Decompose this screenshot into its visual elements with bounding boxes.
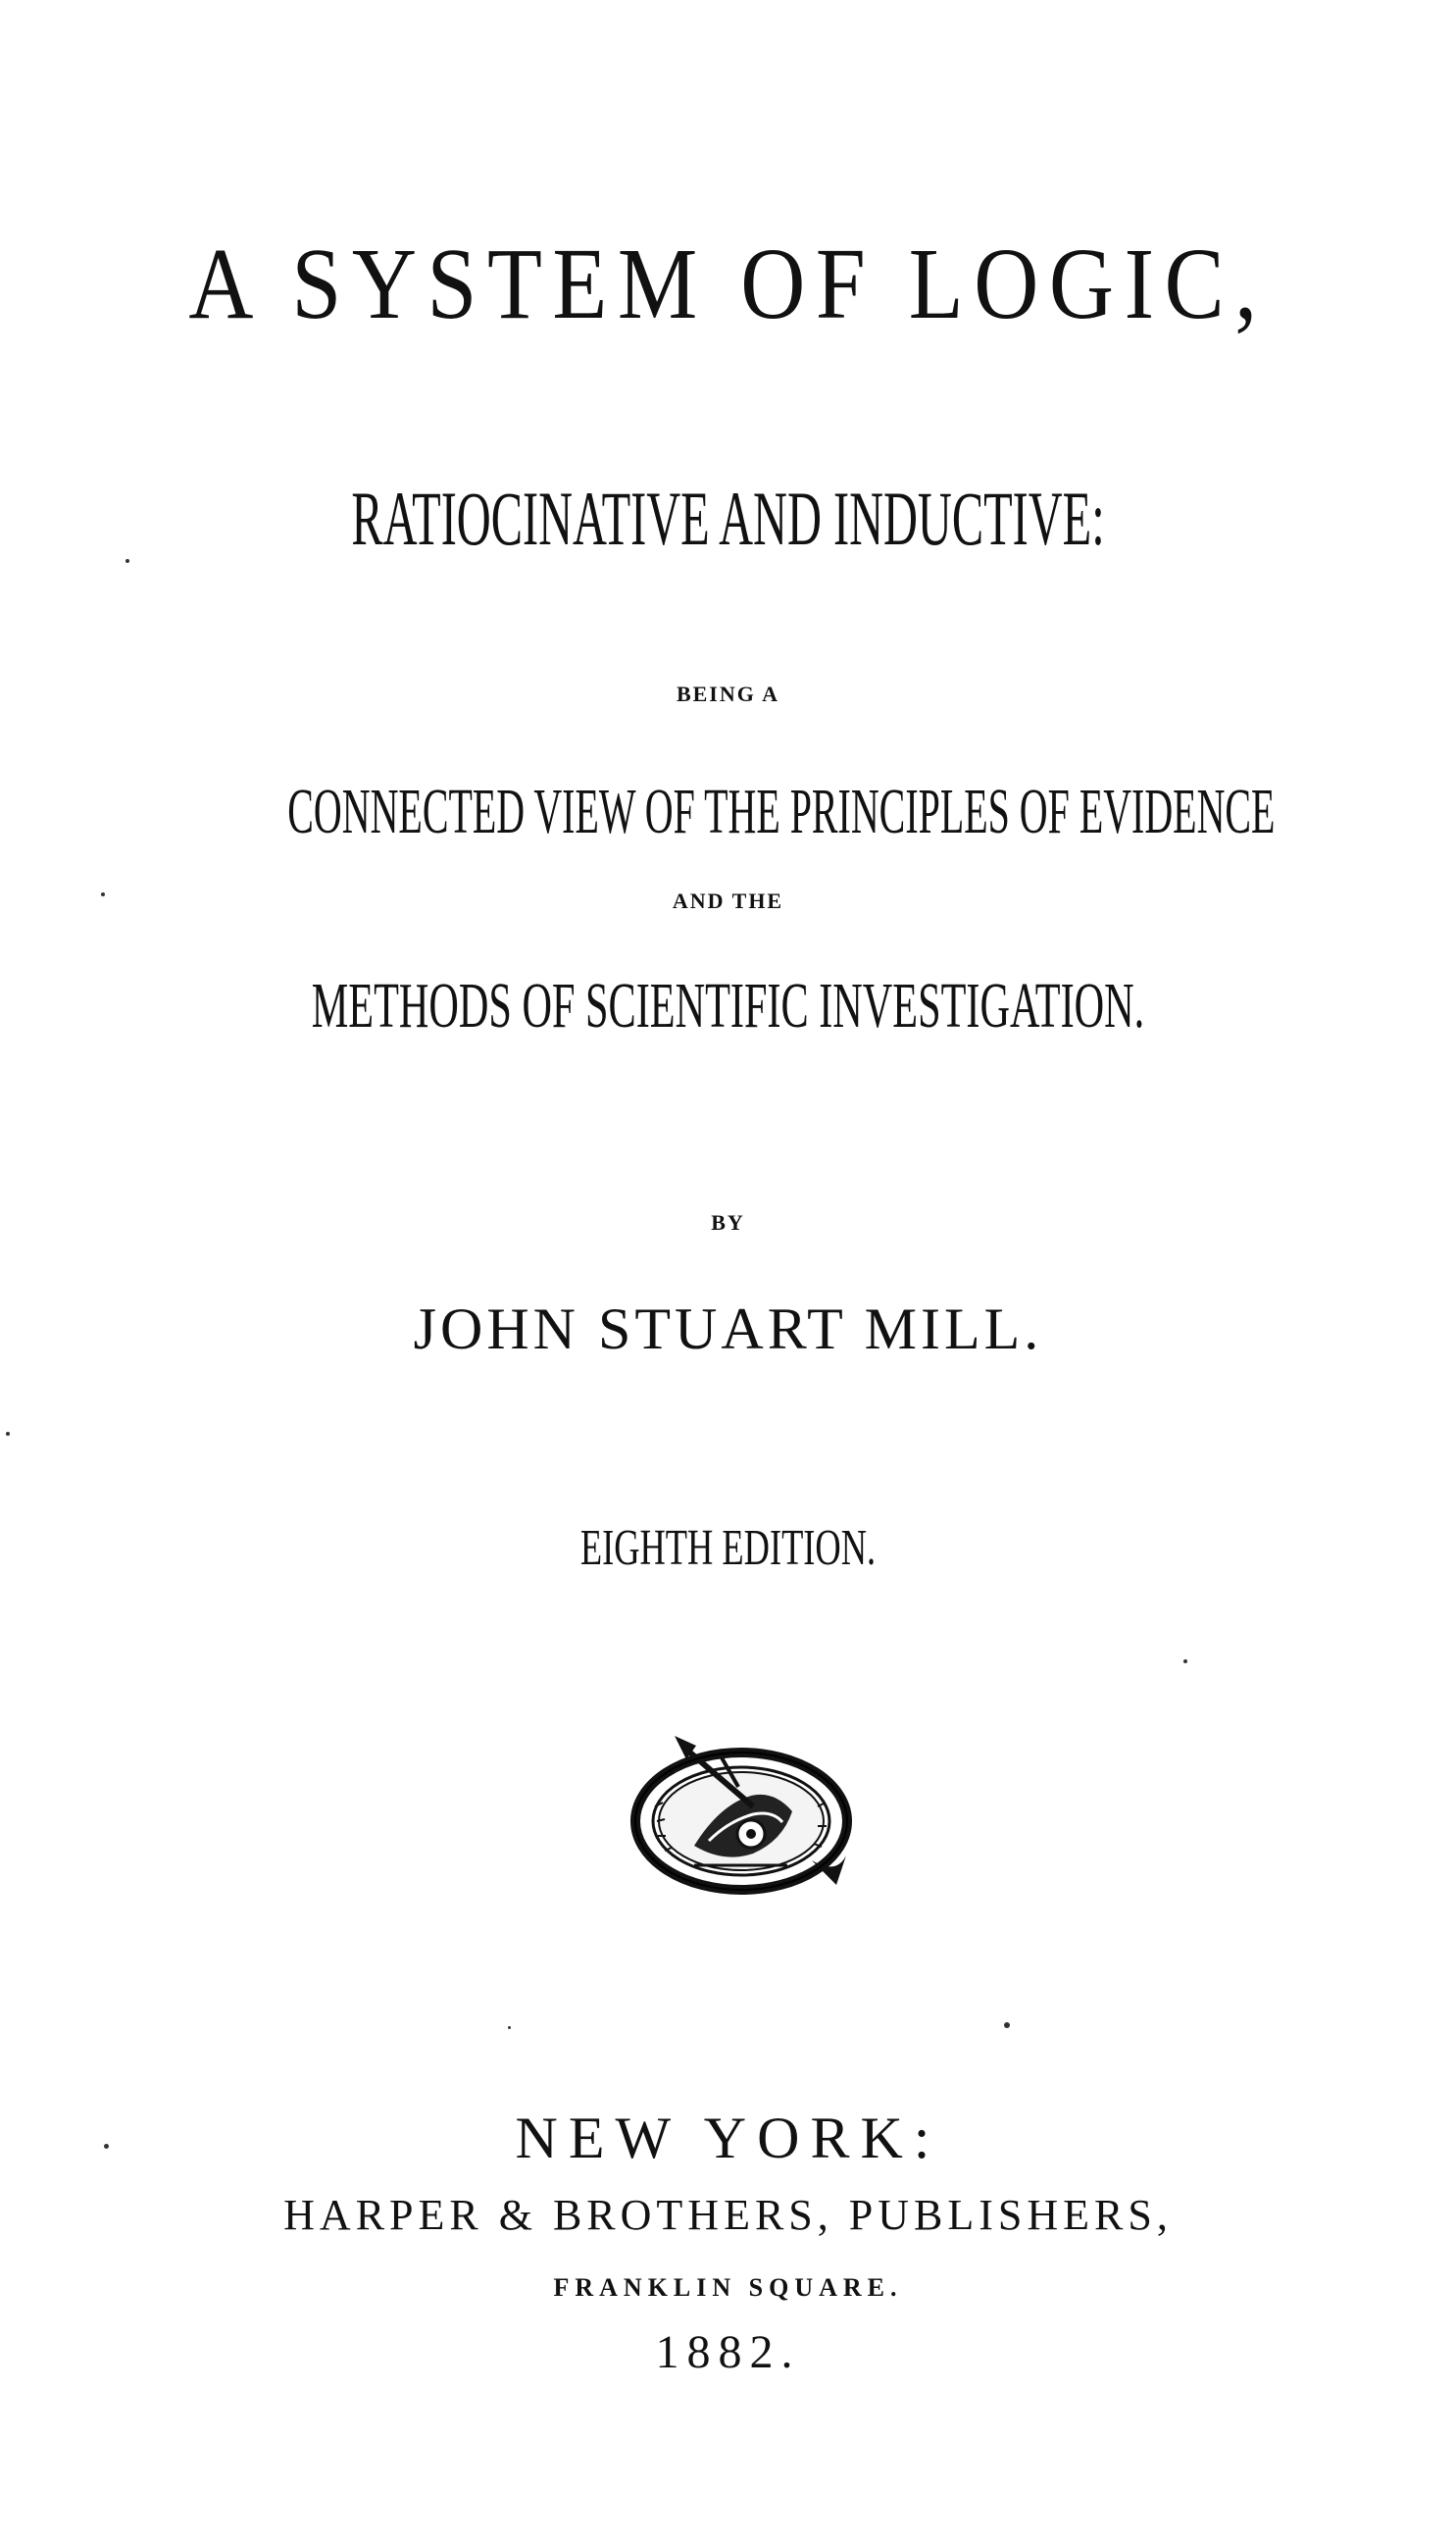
imprint-year: 1882.	[655, 2326, 801, 2378]
connector-being-a: BEING A	[676, 682, 780, 706]
publisher-device-icon	[626, 1728, 856, 1900]
book-title: A SYSTEM OF LOGIC,	[188, 228, 1268, 340]
imprint-city: NEW YORK:	[515, 2106, 941, 2170]
scan-speck	[6, 1432, 10, 1436]
imprint-address: FRANKLIN SQUARE.	[553, 2273, 903, 2302]
scan-speck	[508, 2026, 511, 2029]
edition-statement: EIGHTH EDITION.	[579, 1520, 877, 1576]
connector-and-the: AND THE	[672, 889, 784, 913]
imprint-publisher: HARPER & BROTHERS, PUBLISHERS,	[283, 2191, 1173, 2239]
connector-by: BY	[711, 1210, 745, 1235]
book-subtitle: RATIOCINATIVE AND INDUCTIVE:	[351, 476, 1105, 561]
scan-speck	[104, 2144, 109, 2149]
scan-speck	[101, 892, 105, 896]
scan-speck	[1183, 1659, 1187, 1663]
author-name: JOHN STUART MILL.	[413, 1296, 1043, 1361]
description-line-1: CONNECTED VIEW OF THE PRINCIPLES OF EVIDENCE	[287, 776, 1276, 847]
scan-speck	[126, 559, 129, 563]
scan-speck	[1004, 2022, 1010, 2028]
description-line-2: METHODS OF SCIENTIFIC INVESTIGATION.	[311, 970, 1145, 1042]
